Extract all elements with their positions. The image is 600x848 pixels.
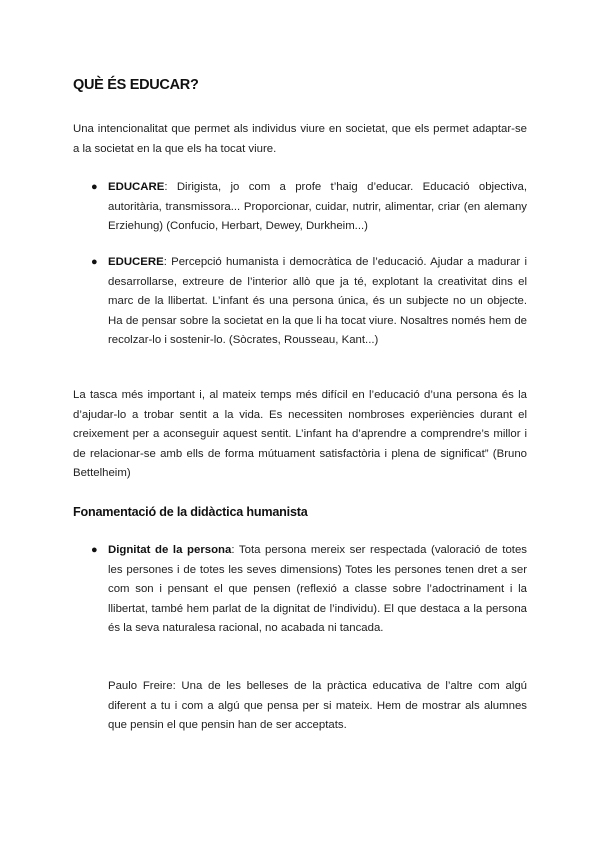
- freire-paragraph: Paulo Freire: Una de les belleses de la pràctica educativa de l’altre com algú diferent a tu i com a algú que pensa per si mateix. Hem de mostrar als alumnes que pensin el que pensin han de ser acceptats.: [108, 680, 527, 732]
- bullet-dot-icon: ●: [91, 256, 98, 268]
- section-subtitle: Fonamentació de la didàctica humanista: [73, 505, 308, 519]
- bullet-educare: [91, 178, 527, 237]
- bullet-educere: [91, 253, 527, 351]
- bullet-text: : Percepció humanista i democràtica de l’educació. Ajudar a madurar i desarrollarse, extreure de l’interior allò que ja té, explotant la creativitat dins el marc de la llibertat. L’infant és una persona única, és un subjecte no un objecte. Ha de pensar sobre la societat en la que li ha tocat viure. Nosaltres només hem de recolzar-lo i sostenir-lo. (Sòcrates, Rousseau, Kant...): [108, 256, 527, 347]
- bullet-dignitat: [91, 541, 527, 639]
- bullet-dot-icon: ●: [91, 181, 98, 193]
- bullet-term: EDUCERE: [108, 256, 164, 268]
- bullet-term: EDUCARE: [108, 181, 165, 193]
- bettelheim-paragraph: La tasca més important i, al mateix temps més difícil en l’educació d’una persona és la d’ajudar-lo a trobar sentit a la vida. Es necessiten nombroses experiències durant el creixement per a aconseguir aquest sentit. L’infant ha d’aprendre a comprendre’s millor i de relacionar-se amb ells de forma mútuament satisfactòria i plena de significat” (Bruno Bettelheim): [73, 389, 527, 480]
- bullet-text: : Tota persona mereix ser respectada (valoració de totes les persones i de totes les seves dimensions) Totes les persones tenen dret a ser com son i pensant el que pensen (reflexió a classe sobre l’adoctrinament i la llibertat, també hem parlat de la dignitat de l’individu). El que destaca a la persona és la seva naturalesa racional, no acabada ni tancada.: [108, 544, 527, 635]
- page-title: QUÈ ÉS EDUCAR?: [73, 77, 199, 93]
- bullet-text: : Dirigista, jo com a profe t’haig d’educar. Educació objectiva, autoritària, transmissora... Proporcionar, cuidar, nutrir, alimentar, criar (en alemany Erziehung) (Confucio, Herbart, Dewey, Durkheim...): [108, 181, 527, 233]
- intro-paragraph: Una intencionalitat que permet als individus viure en societat, que els permet adaptar-se a la societat en la que els ha tocat viure.: [73, 123, 527, 155]
- bullet-dot-icon: ●: [91, 544, 98, 556]
- bullet-term: Dignitat de la persona: [108, 544, 232, 556]
